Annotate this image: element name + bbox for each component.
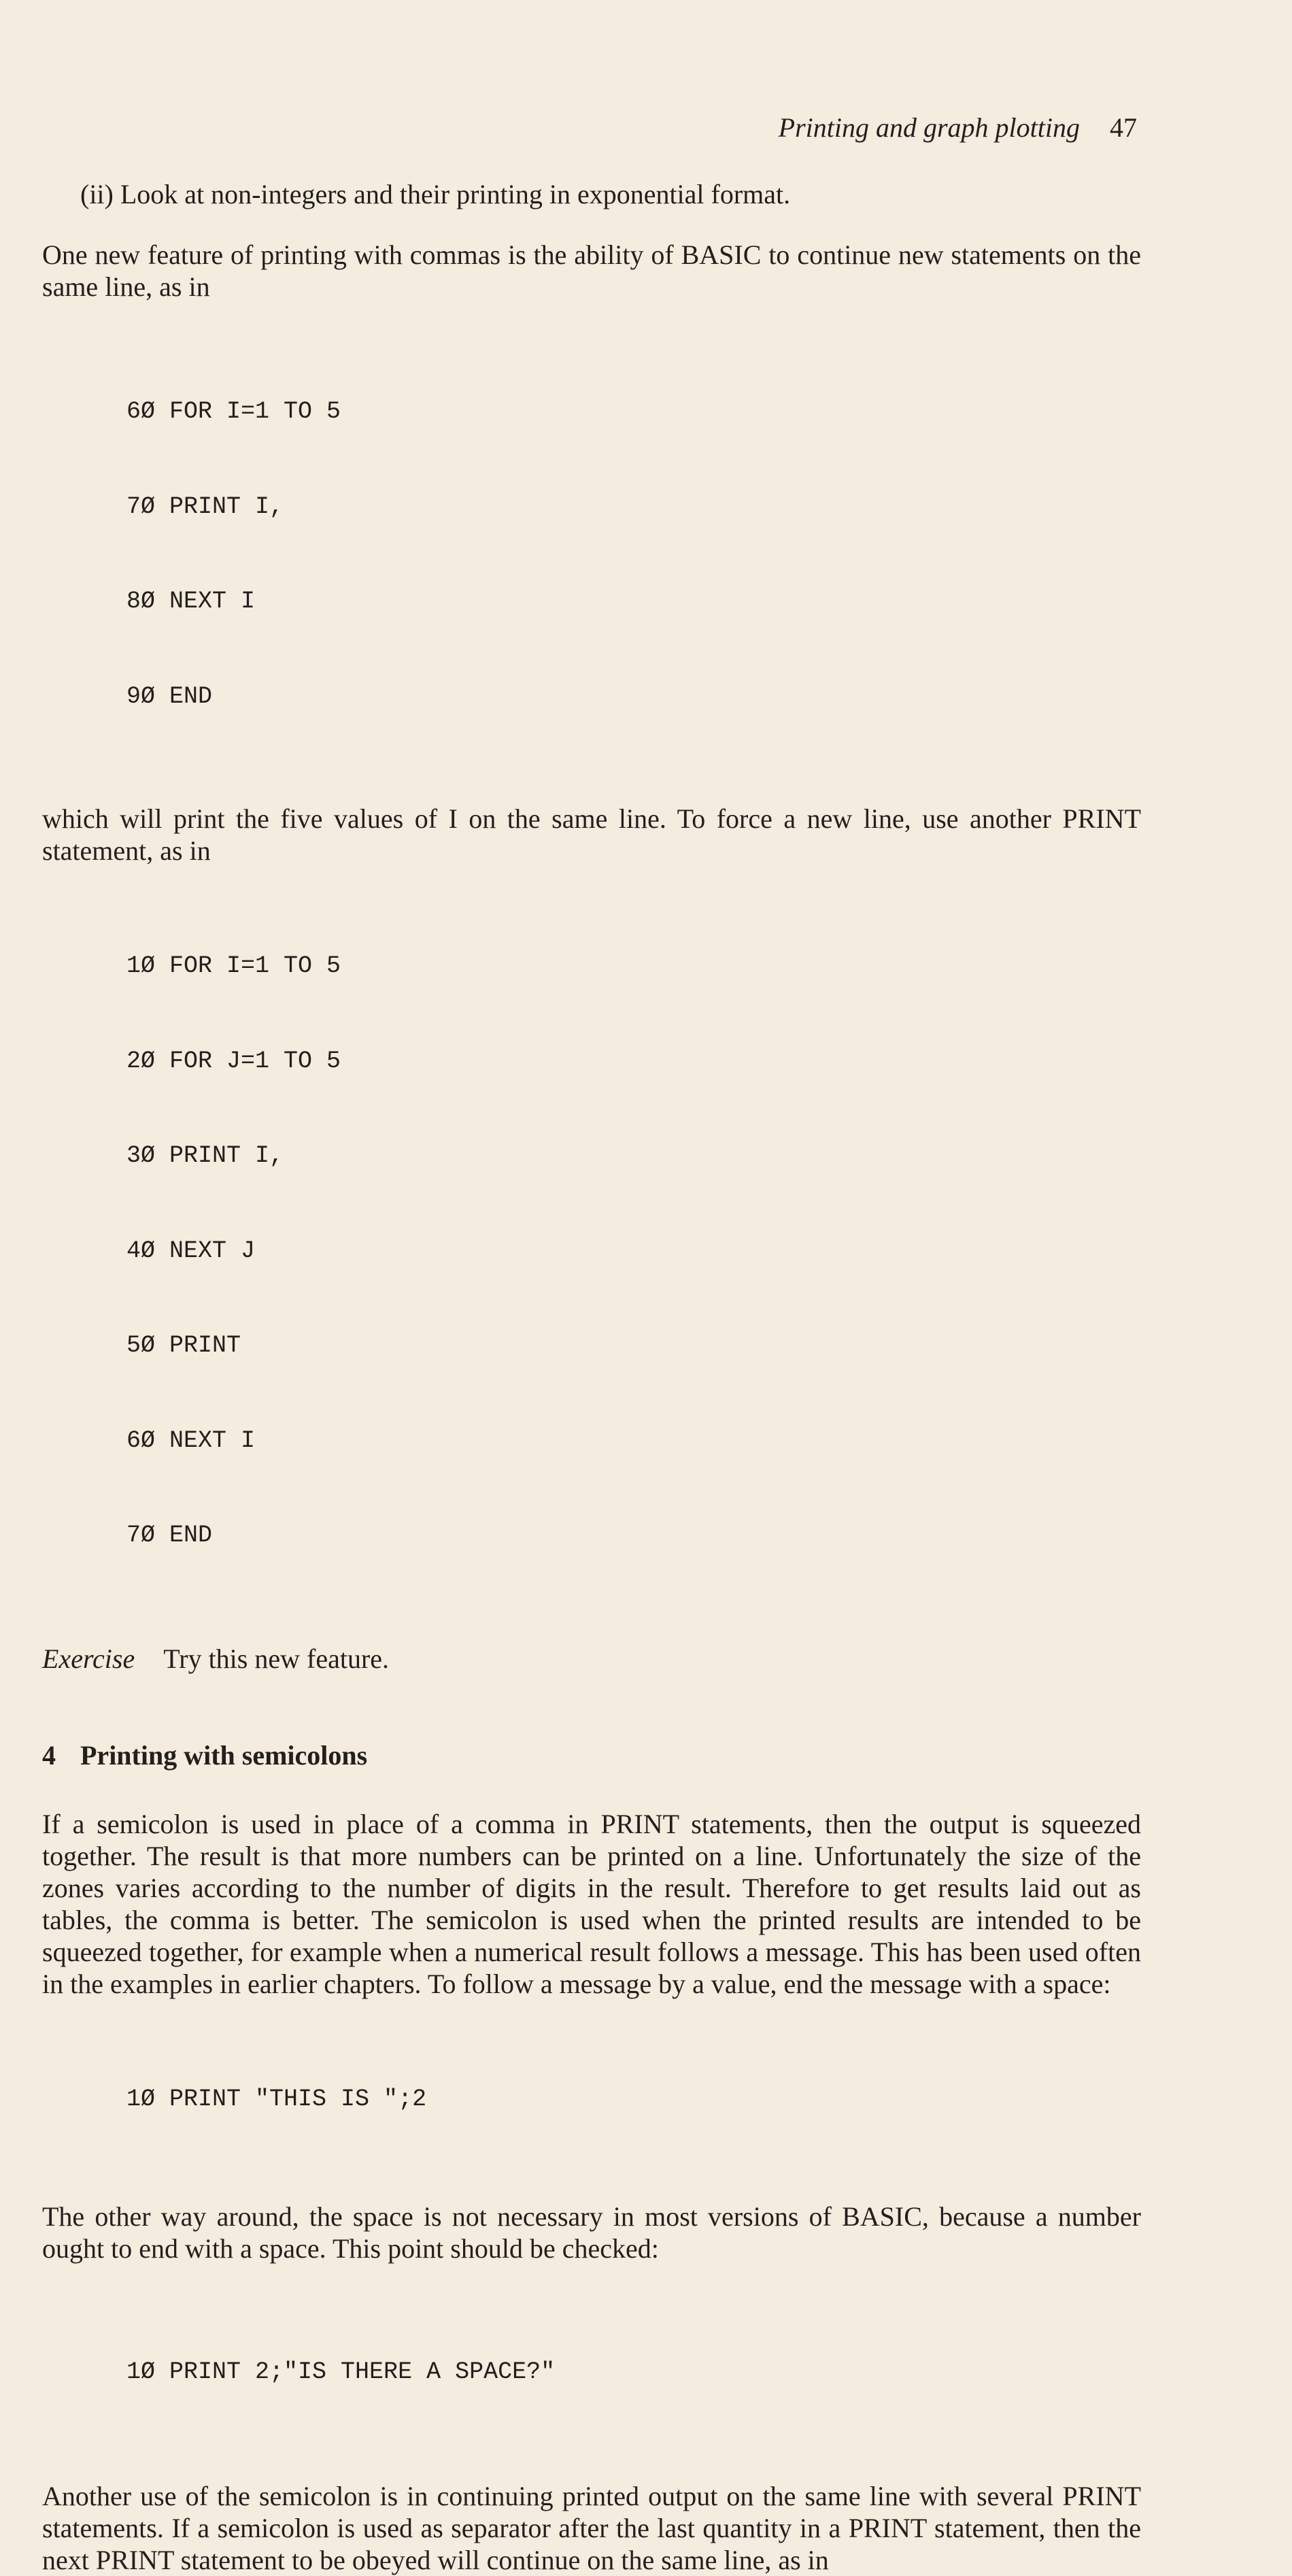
- page-number: 47: [1110, 112, 1137, 143]
- code-line: 7Ø PRINT I,: [126, 492, 284, 520]
- code-line: 5Ø PRINT: [126, 1332, 241, 1359]
- paragraph: which will print the five values of I on the same line. To force a new line, use another PRINT statement, as in: [42, 803, 1141, 866]
- section-heading: [42, 1739, 1141, 1773]
- running-head: [779, 109, 1137, 147]
- code-listing: [126, 2293, 1141, 2452]
- list-item-ii: (ii) Look at non-integers and their printing in exponential format.: [80, 179, 791, 210]
- code-line: 2Ø FOR J=1 TO 5: [126, 1047, 341, 1075]
- code-line: 1Ø PRINT 2;"IS THERE A SPACE?": [126, 2358, 556, 2386]
- code-line: 3Ø PRINT I,: [126, 1142, 284, 1169]
- code-listing: [126, 887, 1141, 1615]
- paragraph: Another use of the semicolon is in continuing printed output on the same line with several PRINT statements. If a semicolon is used as separator after the last quantity in a PRINT statement, then the next PRINT statement to be obeyed will continue on the same line, as in: [42, 2480, 1141, 2575]
- paragraph: One new feature of printing with commas is the ability of BASIC to continue new statements on the same line, as in: [42, 239, 1141, 302]
- paragraph: The other way around, the space is not necessary in most versions of BASIC, because a number ought to end with a space. This point should be checked:: [42, 2201, 1141, 2264]
- exercise-label: Exercise: [42, 1643, 135, 1674]
- code-listing: [126, 333, 1141, 775]
- code-line: 1Ø FOR I=1 TO 5: [126, 952, 341, 980]
- code-line: 9Ø END: [126, 682, 213, 710]
- code-line: 7Ø END: [126, 1522, 213, 1549]
- code-line: 1Ø PRINT "THIS IS ";2: [126, 2085, 427, 2113]
- code-line: 6Ø FOR I=1 TO 5: [126, 398, 341, 425]
- exercise: [42, 1642, 1141, 1676]
- code-line: 8Ø NEXT I: [126, 588, 256, 615]
- code-line: 6Ø NEXT I: [126, 1426, 256, 1454]
- code-line: 4Ø NEXT J: [126, 1237, 256, 1265]
- paragraph: If a semicolon is used in place of a comma in PRINT statements, then the output is squeezed together. The result is that more numbers can be printed on a line. Unfortunately the size of the zones varies according to the number of digits in the result. Therefore to get results laid out as tables, the comma is better. The semicolon is used when the printed results are intended to be squeezed together, for example when a numerical result follows a message. This has been used often in the examples in earlier chapters. To follow a message by a value, end the message with a space:: [42, 1808, 1141, 1999]
- exercise-text: Try this new feature.: [163, 1643, 390, 1674]
- page-body: [42, 178, 1141, 2576]
- section-title: Printing with semicolons: [80, 1739, 368, 1771]
- running-head-title: Printing and graph plotting: [778, 112, 1080, 143]
- code-listing: [126, 2020, 1141, 2179]
- section-number: 4: [42, 1739, 56, 1771]
